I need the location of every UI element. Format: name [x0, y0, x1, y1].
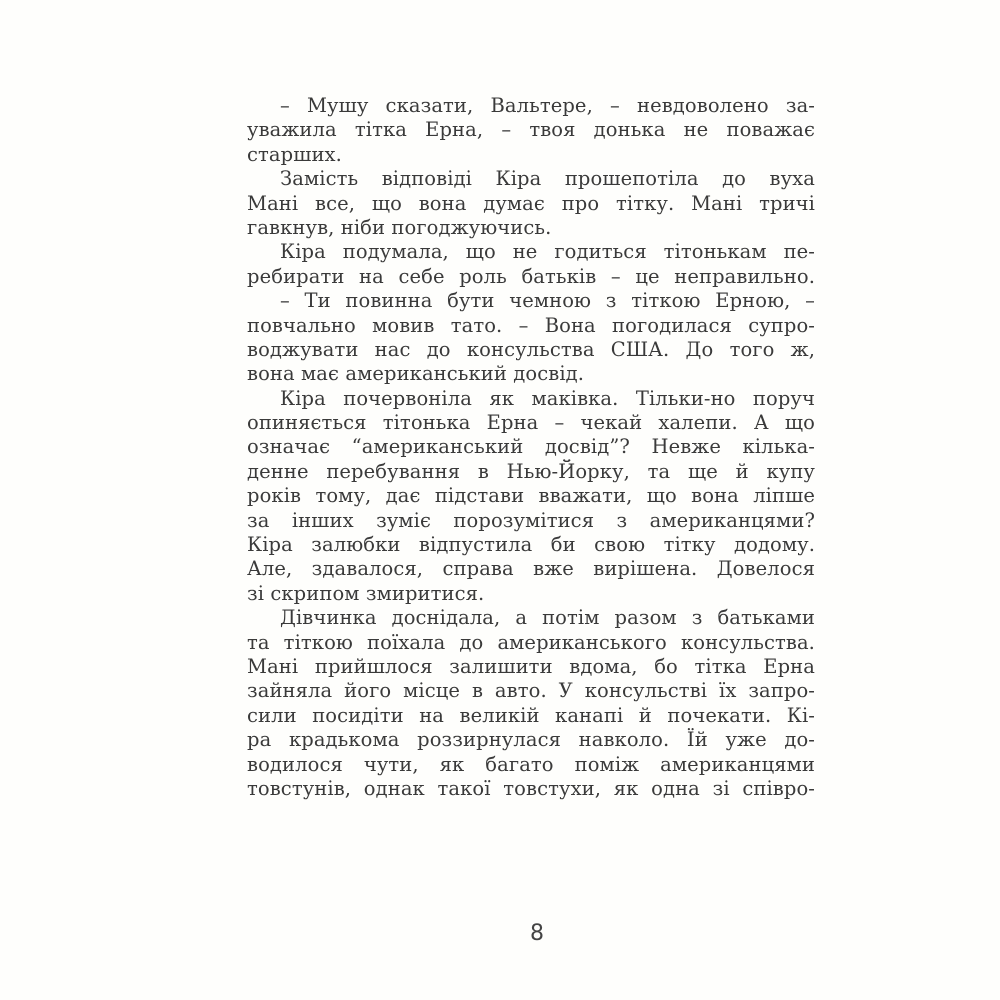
paragraph-6 — [247, 606, 815, 801]
text-line: Кіра почервоніла як маківка. Тільки-но поруч — [280, 386, 815, 410]
text-line: старших. — [247, 142, 342, 166]
text-line: ребирати на себе роль батьків – це неправильно. — [247, 264, 815, 288]
text-line: вона має американський досвід. — [247, 362, 585, 386]
text-line: – Ти повинна бути чемною з тіткою Ерною, – — [280, 289, 815, 313]
text-line: зайняла його місце в авто. У консульстві їх запро- — [247, 679, 815, 703]
text-line: повчально мовив тато. – Вона погодилася супро- — [247, 313, 815, 337]
text-line: означає “американський досвід”? Невже кілька- — [247, 435, 815, 459]
text-line: та тіткою поїхала до американського консульства. — [247, 630, 815, 654]
text-line: Мані все, що вона думає про тітку. Мані тричі — [247, 191, 815, 215]
text-line: Кіра залюбки відпустила би свою тітку додому. — [247, 533, 815, 557]
paragraph-3 — [247, 240, 815, 289]
text-line: сили посидіти на великій канапі й почекати. Кі- — [247, 703, 815, 727]
text-line: воджувати нас до консульства США. До того ж, — [247, 337, 815, 361]
paragraph-4 — [247, 289, 815, 387]
text-line: товстунів, однак такої товстухи, як одна зі співро- — [247, 776, 815, 800]
text-line: денне перебування в Нью-Йорку, та ще й купу — [247, 459, 815, 483]
page-number: 8 — [530, 921, 544, 946]
text-line: Кіра подумала, що не годиться тітонькам пе- — [280, 240, 815, 264]
text-line: – Мушу сказати, Вальтере, – невдоволено за- — [280, 94, 815, 117]
text-line: Мані прийшлося залишити вдома, бо тітка Ерна — [247, 654, 815, 678]
text-line: Дівчинка доснідала, а потім разом з батьками — [280, 606, 815, 630]
text-line: гавкнув, ніби погоджуючись. — [247, 215, 552, 239]
text-line: ра крадькома роззирнулася навколо. Їй уже до- — [247, 728, 815, 752]
text-line: Замість відповіді Кіра прошепотіла до вуха — [280, 167, 815, 191]
text-line: років тому, дає підстави вважати, що вона ліпше — [247, 484, 815, 508]
text-line: зі скрипом змиритися. — [247, 581, 485, 605]
text-line: водилося чути, як багато поміж американцями — [247, 752, 815, 776]
text-line: уважила тітка Ерна, – твоя донька не поважає — [247, 118, 815, 142]
text-line: за інших зуміє порозумітися з американцями? — [247, 508, 815, 532]
text-line: опиняється тітонька Ерна – чекай халепи. А що — [247, 411, 815, 435]
paragraph-1 — [247, 94, 815, 167]
body-text — [247, 94, 815, 801]
text-line: Але, здавалося, справа вже вирішена. Довелося — [247, 557, 815, 581]
paragraph-2 — [247, 167, 815, 240]
paragraph-5 — [247, 387, 815, 607]
